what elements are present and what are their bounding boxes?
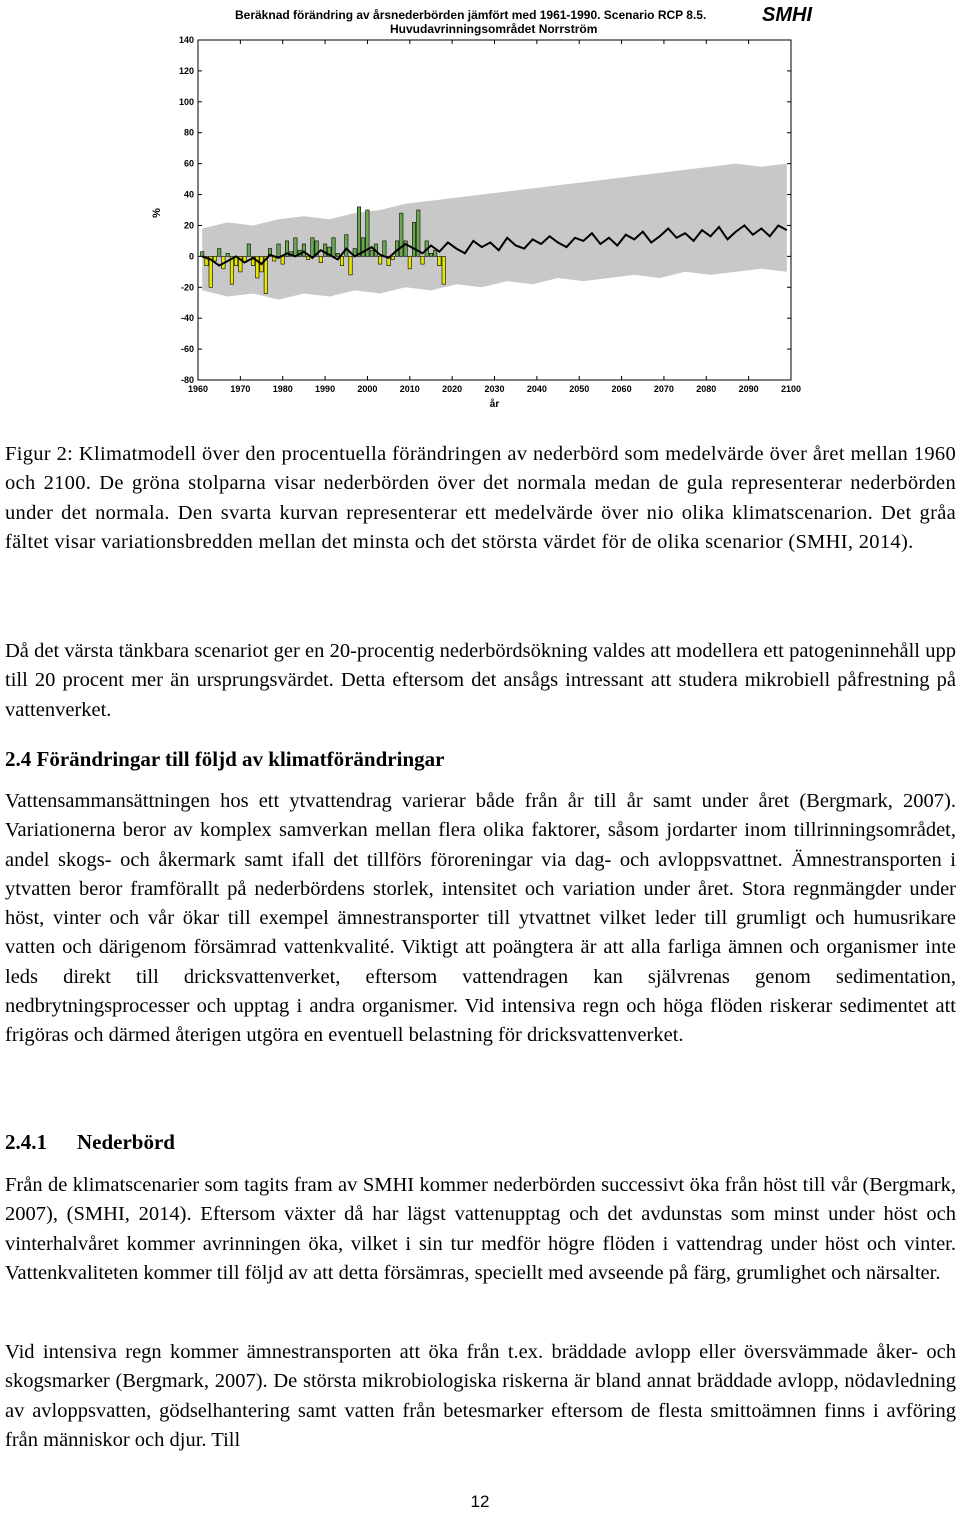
y-tick-label: 140 [178, 35, 194, 45]
paragraph-4 [5, 1338, 956, 1455]
figure-caption [5, 440, 956, 557]
paragraph-1-text: Då det värsta tänkbara scenariot ger en 20-procentig nederbördsökning valdes att modellera ett patogeninnehåll upp till 20 procent mer än ursprungsvärdet. Detta eftersom det ansågs intressant att studera mikrobiell påfrestning på vattenverket. [5, 640, 956, 721]
paragraph-3 [5, 1171, 956, 1288]
observed-bar [230, 256, 233, 284]
observed-bar [302, 244, 305, 256]
y-tick-label: -40 [180, 313, 194, 324]
x-tick-label: 2010 [399, 384, 420, 394]
x-tick-label: 1990 [315, 384, 336, 394]
x-tick-label: 1970 [230, 384, 251, 394]
observed-bar [442, 256, 445, 284]
y-tick-label: 60 [183, 158, 194, 169]
x-tick-label: 2000 [357, 384, 378, 394]
x-tick-label: 2040 [526, 384, 547, 394]
y-axis-label: % [151, 208, 163, 218]
y-tick-label: 100 [178, 96, 194, 107]
y-tick-label: -20 [180, 282, 194, 293]
page-number: 12 [470, 1492, 490, 1511]
observed-bar [218, 249, 221, 257]
observed-bar [336, 253, 339, 256]
paragraph-1 [5, 637, 956, 725]
observed-bar [378, 256, 381, 264]
observed-bar [412, 222, 415, 256]
y-tick-label: -60 [180, 344, 194, 355]
chart-svg [140, 0, 820, 420]
section-heading [5, 745, 956, 774]
observed-bar [332, 238, 335, 256]
x-tick-label: 1960 [187, 384, 209, 394]
observed-bar [213, 256, 216, 261]
observed-bar [277, 244, 280, 256]
subsection-heading [5, 1128, 956, 1157]
y-tick-label: 40 [183, 189, 194, 200]
observed-bar [408, 256, 411, 268]
observed-bar [400, 213, 403, 256]
x-tick-label: 2090 [738, 384, 759, 394]
x-tick-label: 2100 [780, 384, 802, 394]
observed-bar [421, 256, 424, 264]
x-tick-label: 2060 [611, 384, 632, 394]
x-tick-label: 2080 [696, 384, 717, 394]
x-tick-label: 1980 [272, 384, 293, 394]
caption-text: Figur 2: Klimatmodell över den procentuella förändringen av nederbörd som medelvärde över året mellan 1960 och 2100. De gröna stolparna visar nederbörden över det normala medan de gula representerar nederbörden under det normala. Den svarta kurvan representerar ett medelvärde över nio olika klimatscenarion. Det gråa fältet visar variationsbredden mellan det minsta och det största värdet för de olika scenarior (SMHI, 2014). [5, 443, 956, 553]
observed-bar [340, 256, 343, 265]
observed-bar [311, 238, 314, 256]
y-tick-label: 80 [183, 127, 194, 138]
observed-bar [281, 256, 284, 264]
y-tick-label: -80 [180, 375, 194, 385]
observed-bar [201, 252, 204, 257]
observed-bar [391, 256, 394, 259]
x-tick-label: 2070 [653, 384, 674, 394]
paragraph-4-text: Vid intensiva regn kommer ämnestransporten att öka från t.ex. bräddade avlopp eller översvämmade åker- och skogsmarker (Bergmark, 2007). De största mikrobiologiska riskerna är bland annat bräddade avlopp, nödavledning av avloppsvatten, gödselhantering samt vatten från betesmarker eftersom de flesta smittoämnen finns i avföring från människor och djur. Till [5, 1341, 956, 1451]
subsection-title: Nederbörd [77, 1130, 175, 1154]
y-tick-label: 20 [183, 220, 194, 231]
x-axis-label: år [489, 399, 500, 410]
observed-bar [438, 256, 441, 265]
x-tick-label: 2050 [569, 384, 590, 394]
subsection-number: 2.4.1 [5, 1130, 47, 1154]
chart-title-line1: Beräknad förändring av årsnederbörden jämfört med 1961-1990. Scenario RCP 8.5. [235, 8, 707, 22]
observed-bar [429, 253, 432, 256]
observed-bar [294, 238, 297, 256]
x-tick-label: 2030 [484, 384, 505, 394]
paragraph-3-text: Från de klimatscenarier som tagits fram av SMHI kommer nederbörden successivt öka från höst till vår (Bergmark, 2007), (SMHI, 2014). Eftersom växter då har lägst vattenupptag och det avdunstas som minst under höst och vinterhalvåret kommer avrinningen öka, vilket i sin tur medför högre flöden i vattendrag under höst och vinter. Vattenkvaliteten kommer till följd av att detta försämras, speciellt med avseende på färg, grumlighet och närsalter. [5, 1174, 956, 1284]
observed-bar [370, 250, 373, 256]
paragraph-2-text: Vattensammansättningen hos ett ytvattendrag varierar både från år till år samt under året (Bergmark, 2007). Variationerna beror av komplex samverkan mellan flera olika faktorer, såsom jordarter inom tillrinningsområdet, andel skogs- och åkermark samt ifall det tillförs föroreningar via dag- och avloppsvattnet. Ämnestransporten i ytvatten beror framförallt på nederbördens storlek, intensitet och variation under året. Stora regnmängder under höst, vinter och vår ökar till exempel ämnestransporter till ytvattnet vilket leder till grumligt och humusrikare vatten och därigenom försämrad vattenkvalité. Viktigt att poängtera är att alla farliga ämnen och organismer inte leds direkt till dricksvattenverket, eftersom vattendragen kan självrenas genom sedimentation, nedbrytningsprocesser och upptag i andra organismer. Vid intensiva regn och höga flöden riskerar sedimentet att frigöras och därmed återigen utgöra en eventuell belastning för dricksvattenverket. [5, 790, 956, 1047]
observed-bar [247, 244, 250, 256]
observed-bar [226, 253, 229, 256]
section-heading-text: 2.4 Förändringar till följd av klimatförändringar [5, 747, 445, 771]
smhi-logo: SMHI [762, 4, 812, 26]
y-tick-label: 120 [178, 65, 194, 76]
observed-bar [319, 256, 322, 262]
x-tick-label: 2020 [442, 384, 463, 394]
observed-bar [323, 244, 326, 256]
y-tick-label: 0 [188, 251, 194, 262]
paragraph-2 [5, 787, 956, 1051]
precipitation-chart [140, 0, 820, 420]
observed-bar [349, 256, 352, 275]
observed-bar [345, 235, 348, 257]
observed-bar [383, 241, 386, 257]
observed-bar [434, 250, 437, 256]
observed-bar [357, 207, 360, 257]
chart-title-line2: Huvudavrinningsområdet Norrström [390, 22, 598, 36]
observed-bar [362, 238, 365, 256]
